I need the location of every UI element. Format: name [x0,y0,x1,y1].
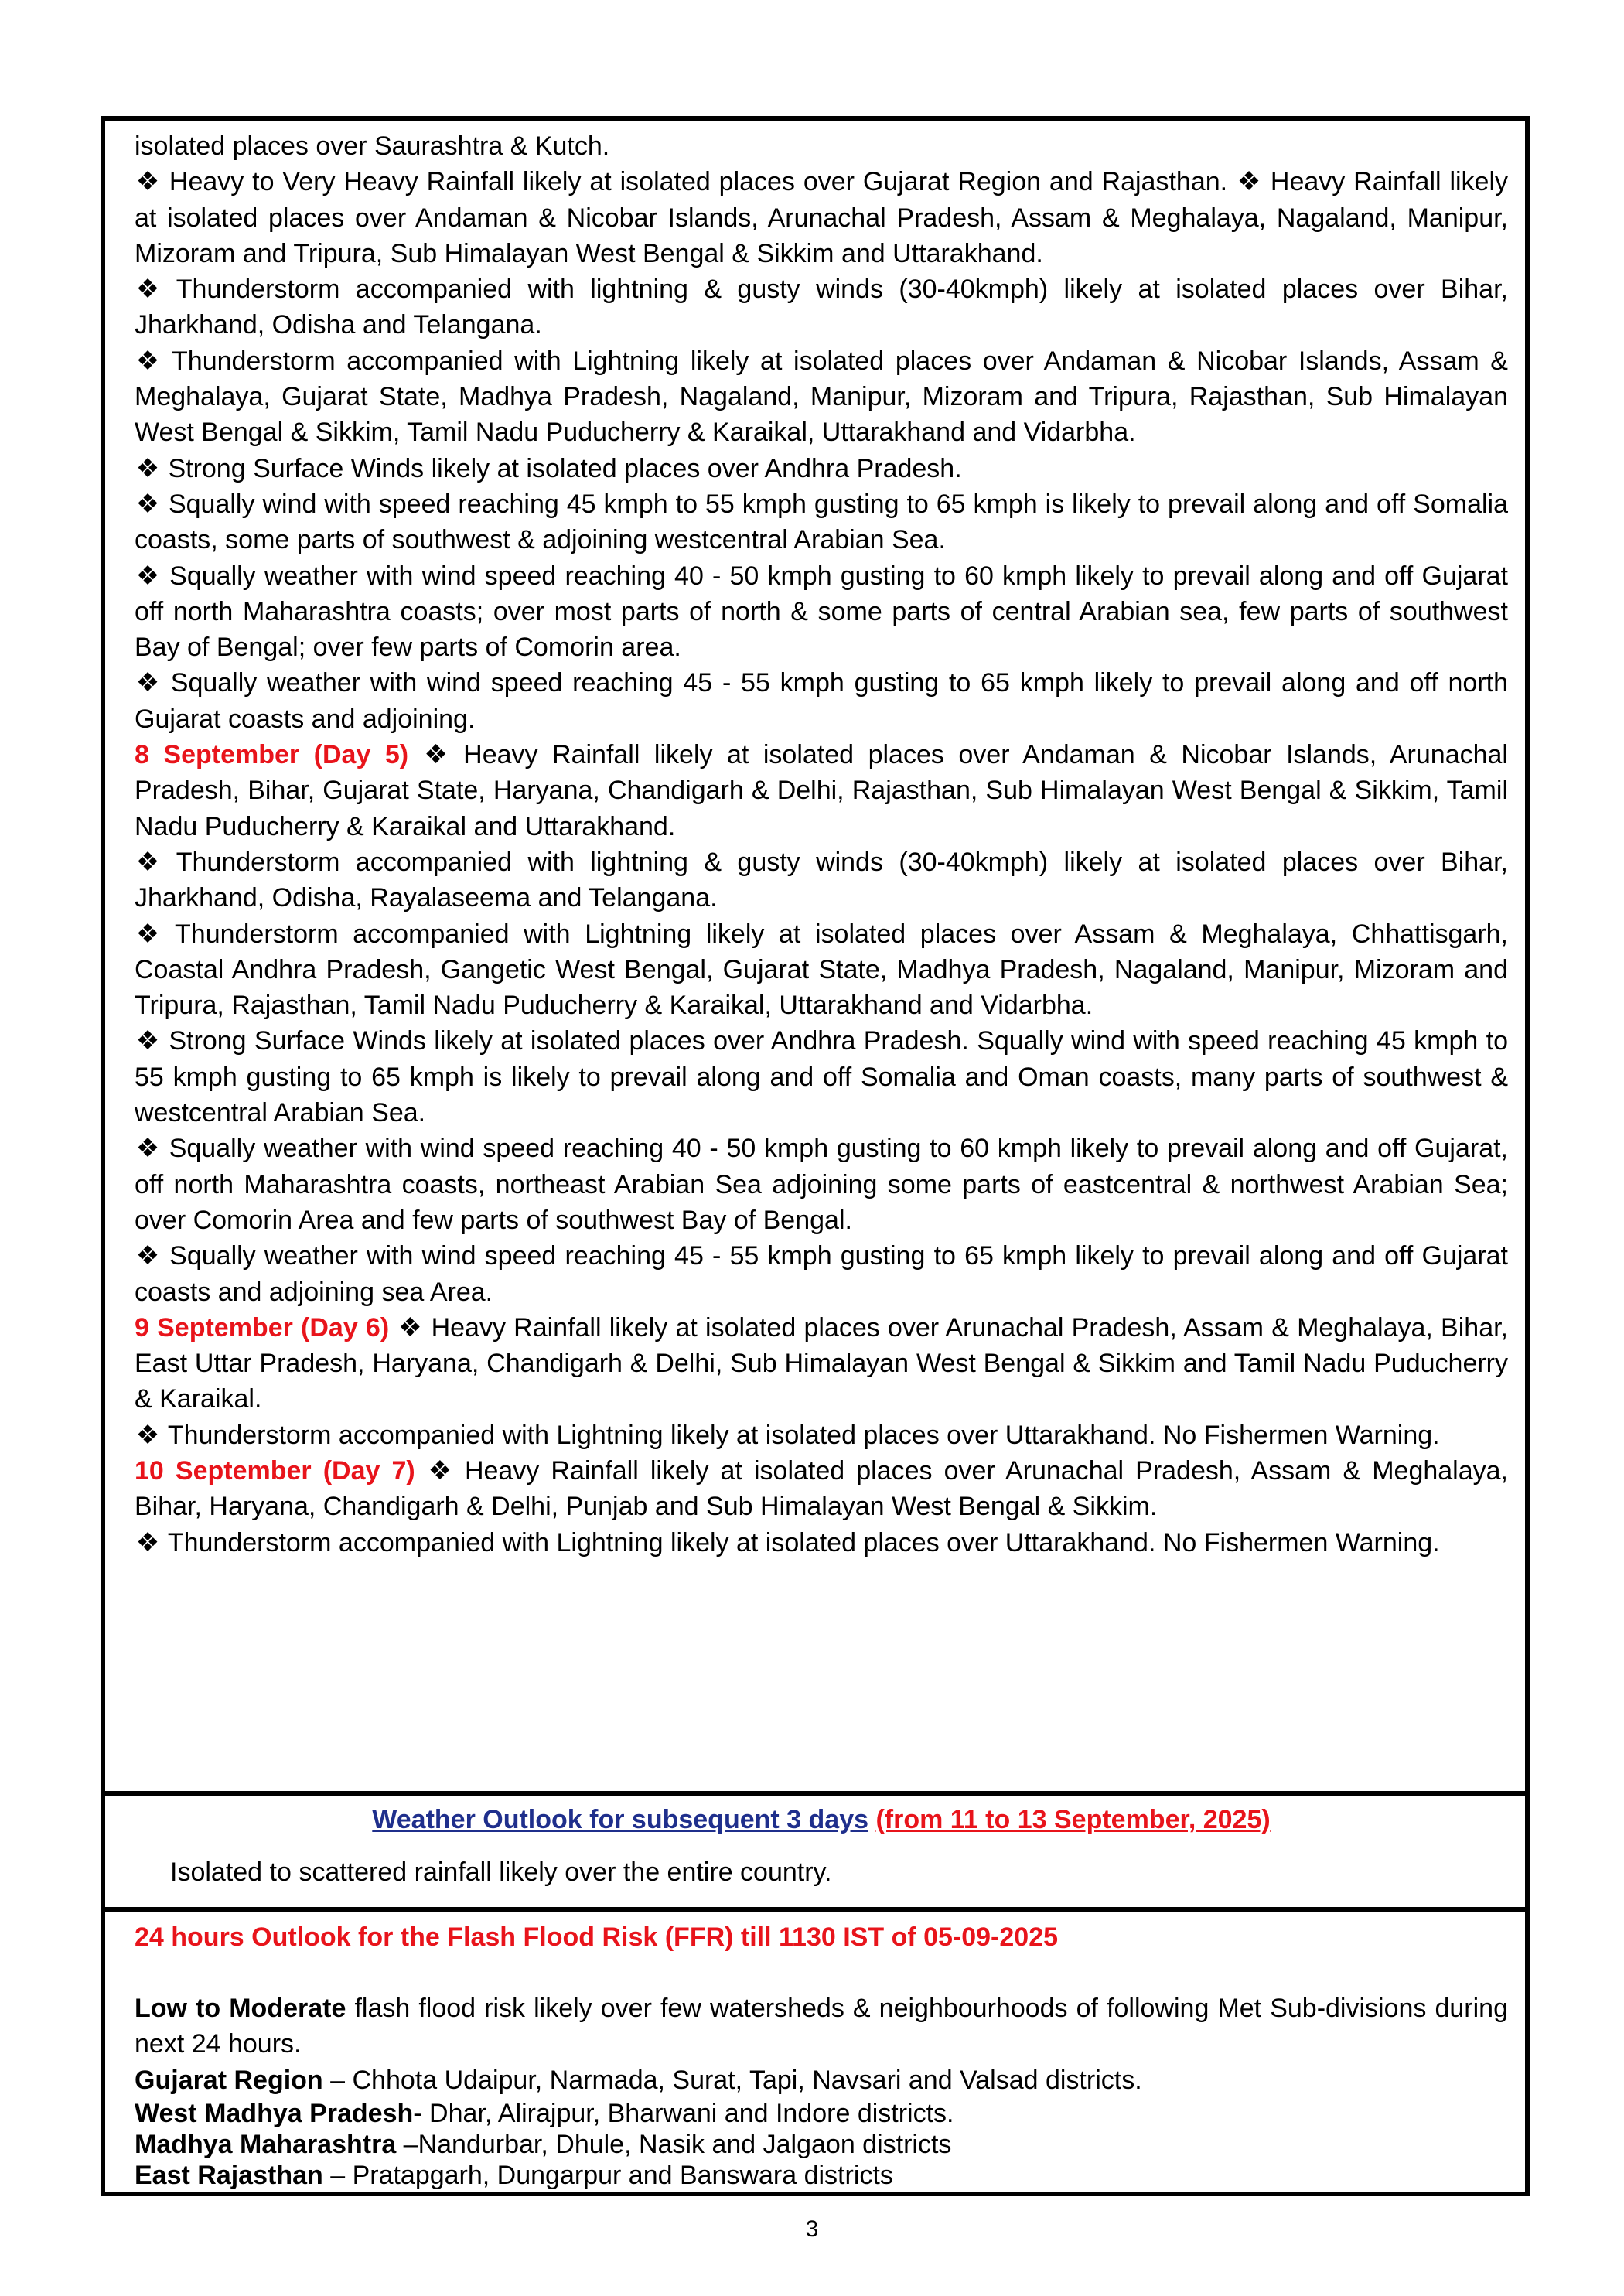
bullet-icon: ❖ [135,919,160,949]
paragraph [135,1238,1508,1310]
paragraph: isolated places over Saurashtra & Kutch. [135,131,610,161]
bullet-icon: ❖ [135,489,160,519]
paragraph [135,1023,1508,1131]
weather-outlook-section [105,1796,1525,1912]
risk-level: Low to Moderate [135,1994,346,2023]
content-frame [101,116,1530,2196]
bullet-icon: ❖ [135,1134,160,1164]
paragraph-text: Thunderstorm accompanied with Lightning likely at isolated places over Andaman & Nicobar Islands, Assam & Meghalaya, Gujarat State, Madhya Pradesh, Nagaland, Manipur, Mizoram and Tripura, Rajasthan, Sub Himalayan West Bengal & Sikkim, Tamil Nadu Puducherry & Karaikal, Uttarakhand and Vidarbha. [135,346,1508,448]
outlook-text: Isolated to scattered rainfall likely over the entire country. [170,1858,832,1887]
paragraph-text: Squally weather with wind speed reaching 45 - 55 kmph gusting to 65 kmph likely to prevail along and off north Gujarat coasts and adjoining. [135,668,1508,734]
paragraph-text: Thunderstorm accompanied with lightning & gusty winds (30-40kmph) likely at isolated places over Bihar, Jharkhand, Odisha and Telangana. [135,275,1508,340]
region-districts: – Pratapgarh, Dungarpur and Banswara districts [322,2160,893,2190]
bullet-icon: ❖ [398,1312,422,1342]
paragraph-text: Strong Surface Winds likely at isolated places over Andhra Pradesh. [168,453,962,483]
paragraph [135,486,1508,558]
region-name: Madhya Maharashtra [135,2129,397,2159]
ffr-intro [135,1991,1508,2062]
paragraph [135,737,1508,844]
paragraph [135,451,1508,486]
paragraph-text: Thunderstorm accompanied with Lightning likely at isolated places over Uttarakhand. No Fishermen Warning. [167,1420,1440,1450]
outlook-title [135,1802,1508,1837]
ffr-region [135,2098,1508,2129]
bullet-icon: ❖ [135,847,160,877]
bullet-icon: ❖ [135,346,160,376]
forecast-section [105,121,1525,1796]
paragraph-text: Heavy Rainfall likely at isolated places over Andaman & Nicobar Islands, Arunachal Pradesh, Assam & Meghalaya, Nagaland, Manipur, Mizoram and Tripura, Sub Himalayan West Bengal & Sikkim and Uttarakhand. [135,167,1509,268]
paragraph [135,1131,1508,1238]
region-districts: – Chhota Udaipur, Narmada, Surat, Tapi, Navsari and Valsad districts. [322,2065,1142,2095]
bullet-icon: ❖ [1237,167,1261,197]
bullet-icon: ❖ [135,1026,160,1056]
paragraph-text: Squally weather with wind speed reaching 45 - 55 kmph gusting to 65 kmph likely to prevail along and off Gujarat coasts and adjoining sea Area. [135,1241,1508,1307]
paragraph [135,1453,1508,1525]
paragraph-text: Heavy Rainfall likely at isolated places over Arunachal Pradesh, Assam & Meghalaya, Bihar, Haryana, Chandigarh & Delhi, Punjab and Sub Himalayan West Bengal & Sikkim. [135,1455,1508,1522]
paragraph [135,1525,1508,1561]
outlook-dates: (from 11 to 13 September, 2025) [875,1805,1271,1834]
paragraph-text: Squally wind with speed reaching 45 kmph to 55 kmph gusting to 65 kmph is likely to prevail along and off Somalia coasts, some parts of southwest & adjoining westcentral Arabian Sea. [135,489,1508,555]
paragraph-text: Heavy Rainfall likely at isolated places over Andaman & Nicobar Islands, Arunachal Pradesh, Bihar, Gujarat State, Haryana, Chandigarh & Delhi, Rajasthan, Sub Himalayan West Bengal & Sikkim, Tamil Nadu Puducherry & Karaikal and Uttarakhand. [135,740,1508,841]
bullet-icon: ❖ [424,740,448,770]
bullet-icon: ❖ [135,167,160,197]
paragraph-text: Strong Surface Winds likely at isolated places over Andhra Pradesh. Squally wind with speed reaching 45 kmph to 55 kmph gusting to 65 kmph is likely to prevail along and off Somalia and Oman coasts, many parts of southwest & westcentral Arabian Sea. [135,1026,1508,1128]
bullet-icon: ❖ [135,1527,160,1557]
paragraph-text: Squally weather with wind speed reaching 40 - 50 kmph gusting to 60 kmph likely to prevail along and off Gujarat off north Maharashtra coasts; over most parts of north & some parts of central Arabian sea, few parts of southwest Bay of Bengal; over few parts of Comorin area. [135,561,1508,663]
bullet-icon: ❖ [135,668,160,698]
ffr-region [135,2062,1508,2098]
paragraph [135,164,1508,271]
bullet-icon: ❖ [135,453,160,483]
paragraph [135,558,1508,666]
paragraph-text: Squally weather with wind speed reaching 40 - 50 kmph gusting to 60 kmph likely to prevail along and off Gujarat, off north Maharashtra coasts, northeast Arabian Sea adjoining some parts of eastcentral & northwest Arabian Sea; over Comorin Area and few parts of southwest Bay of Bengal. [135,1134,1508,1235]
bullet-icon: ❖ [135,275,160,305]
ffr-title: 24 hours Outlook for the Flash Flood Risk (FFR) till 1130 IST of 05-09-2025 [135,1922,1059,1952]
paragraph-text: Thunderstorm accompanied with Lightning likely at isolated places over Uttarakhand. No Fishermen Warning. [167,1527,1440,1557]
paragraph [135,916,1508,1024]
bullet-icon: ❖ [428,1455,452,1486]
page-number: 3 [805,2216,819,2242]
flash-flood-section [105,1912,1525,2192]
paragraph [135,271,1508,343]
region-districts: - Dhar, Alirajpur, Bharwani and Indore districts. [413,2098,954,2128]
region-name: East Rajasthan [135,2160,323,2190]
bullet-icon: ❖ [135,561,160,591]
day-heading: 9 September (Day 6) [135,1312,390,1342]
outlook-title-text: Weather Outlook for subsequent 3 days [372,1805,869,1834]
day-heading: 8 September (Day 5) [135,740,409,770]
paragraph [135,343,1508,451]
paragraph-text: Heavy Rainfall likely at isolated places over Arunachal Pradesh, Assam & Meghalaya, Bihar, East Uttar Pradesh, Haryana, Chandigarh & Delhi, Sub Himalayan West Bengal & Sikkim and Tamil Nadu Puducherry & Karaikal. [135,1312,1508,1414]
day-heading: 10 September (Day 7) [135,1455,415,1486]
ffr-intro-text: flash flood risk likely over few watersheds & neighbourhoods of following Met Sub-divisions during next 24 hours. [135,1994,1508,2059]
region-name: Gujarat Region [135,2065,323,2095]
bullet-icon: ❖ [135,1420,160,1450]
paragraph [135,1310,1508,1418]
paragraph [135,665,1508,737]
ffr-region [135,2129,1508,2160]
ffr-region [135,2160,1508,2191]
paragraph-text: Thunderstorm accompanied with lightning & gusty winds (30-40kmph) likely at isolated places over Bihar, Jharkhand, Odisha, Rayalaseema and Telangana. [135,847,1508,913]
paragraph-text: Thunderstorm accompanied with Lightning likely at isolated places over Assam & Meghalaya, Chhattisgarh, Coastal Andhra Pradesh, Gangetic West Bengal, Gujarat State, Madhya Pradesh, Nagaland, Manipur, Mizoram and Tripura, Rajasthan, Tamil Nadu Puducherry & Karaikal, Uttarakhand and Vidarbha. [135,919,1508,1021]
bullet-icon: ❖ [135,1241,160,1271]
region-districts: –Nandurbar, Dhule, Nasik and Jalgaon districts [396,2129,952,2159]
paragraph [135,844,1508,916]
paragraph [135,1418,1508,1453]
region-name: West Madhya Pradesh [135,2098,414,2128]
paragraph-text: Heavy to Very Heavy Rainfall likely at isolated places over Gujarat Region and Rajasthan. [169,167,1228,197]
